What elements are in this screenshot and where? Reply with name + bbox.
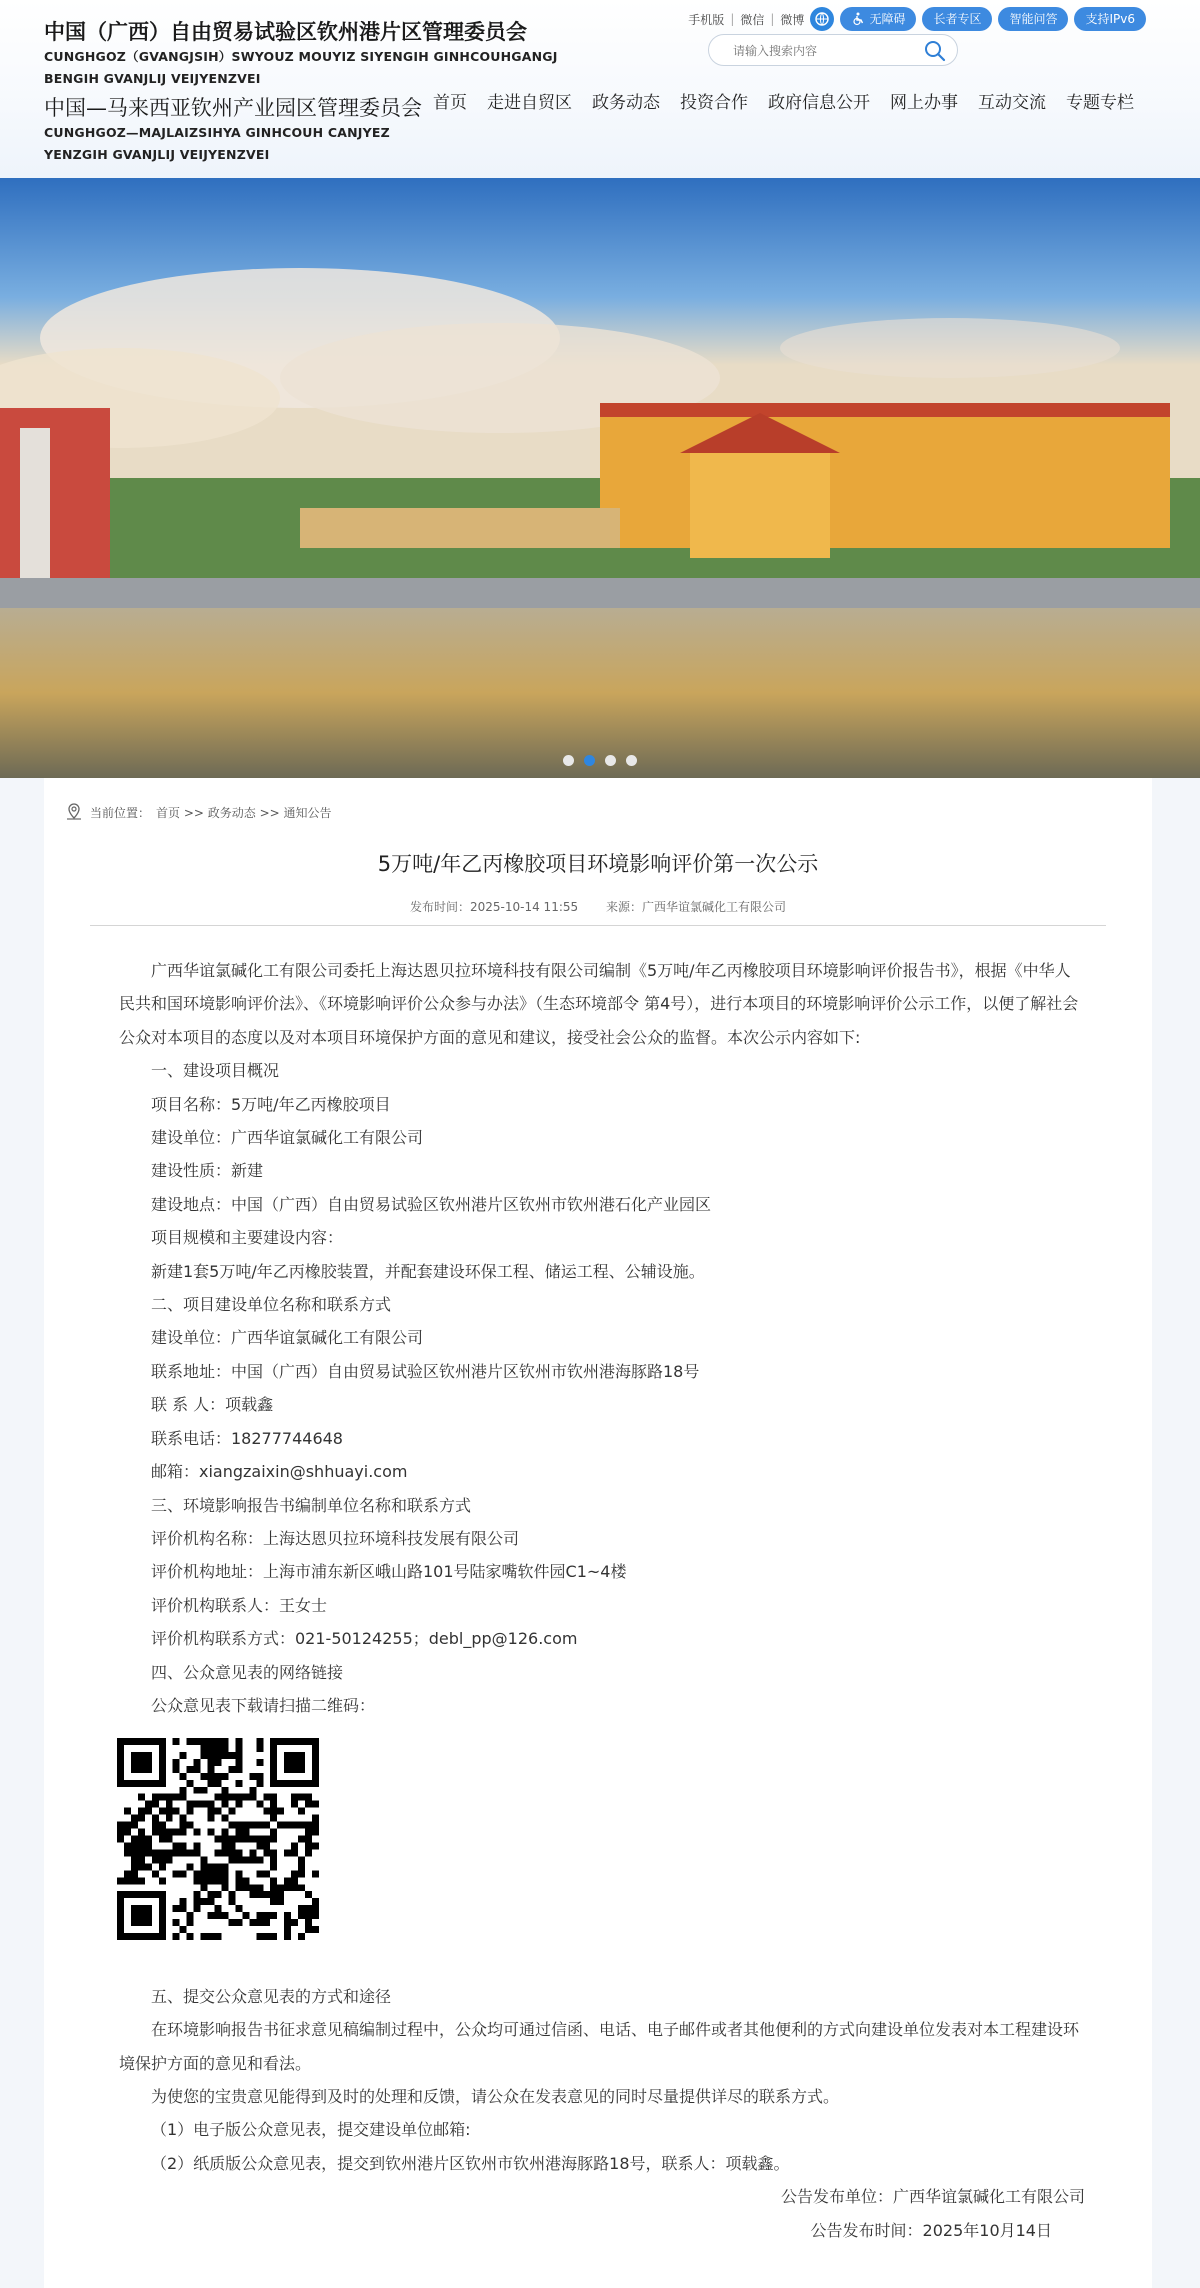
nav-home[interactable]: 首页 bbox=[433, 93, 467, 113]
nav-interaction[interactable]: 互动交流 bbox=[978, 93, 1046, 113]
weibo-link[interactable]: 微博 bbox=[780, 12, 805, 27]
content-line: 联系地址：中国（广西）自由贸易试验区钦州港片区钦州市钦州港海豚路18号 bbox=[151, 1361, 700, 1381]
logo-title-2: 中国—马来西亚钦州产业园区管理委员会 bbox=[44, 96, 422, 120]
article-container bbox=[44, 778, 1152, 2288]
article-source: 来源：广西华谊氯碱化工有限公司 bbox=[605, 900, 786, 914]
content-line: 建设性质：新建 bbox=[151, 1161, 264, 1181]
content-line: 建设单位：广西华谊氯碱化工有限公司 bbox=[151, 1128, 424, 1148]
accessibility-button[interactable] bbox=[840, 7, 916, 31]
content-line: 评价机构联系方式：021-50124255；debl_pp@126.com bbox=[151, 1629, 578, 1649]
submit-item-1: （1）电子版公众意见表，提交建设单位邮箱: bbox=[151, 2120, 471, 2140]
carousel-dots bbox=[0, 755, 1200, 766]
breadcrumb-label: 当前位置： bbox=[90, 805, 151, 820]
content-line: 二、项目建设单位名称和联系方式 bbox=[151, 1295, 392, 1315]
logo-subtitle-1b: BENGIH GVANJLIJ VEIJYENZVEI bbox=[44, 71, 261, 86]
content-line: 建设单位：广西华谊氯碱化工有限公司 bbox=[151, 1328, 424, 1348]
submit-item-2: （2）纸质版公众意见表，提交到钦州港片区钦州市钦州港海豚路18号，联系人：项载鑫。 bbox=[151, 2153, 790, 2173]
carousel-dot-active[interactable] bbox=[584, 755, 595, 766]
content-line: 评价机构名称：上海达恩贝拉环境科技发展有限公司 bbox=[151, 1528, 520, 1548]
nav-news[interactable]: 政务动态 bbox=[592, 93, 660, 113]
content-line: 评价机构联系人：王女士 bbox=[151, 1595, 328, 1615]
breadcrumb bbox=[64, 802, 332, 822]
content-line: 一、建设项目概况 bbox=[151, 1061, 280, 1081]
nav-special-topics[interactable]: 专题专栏 bbox=[1066, 93, 1134, 113]
section-5-paragraph-2: 为使您的宝贵意见能得到及时的处理和反馈，请公众在发表意见的同时尽量提供详尽的联系方式。 bbox=[151, 2086, 840, 2106]
content-line: 四、公众意见表的网络链接 bbox=[151, 1662, 344, 1682]
accessibility-label: 无障碍 bbox=[869, 12, 906, 26]
content-line: 项目名称：5万吨/年乙丙橡胶项目 bbox=[151, 1094, 391, 1114]
location-pin-icon bbox=[64, 802, 84, 822]
section-5-paragraph-1: 在环境影响报告书征求意见稿编制过程中，公众均可通过信函、电话、电子邮件或者其他便利的方式向建设单位发表对本工程建设环境保护方面的意见和看法。 bbox=[119, 2020, 1080, 2073]
nav-gov-info[interactable]: 政府信息公开 bbox=[768, 93, 870, 113]
article-body bbox=[119, 954, 1085, 2247]
search-box bbox=[708, 34, 958, 66]
wheelchair-icon bbox=[851, 12, 865, 26]
carousel-dot[interactable] bbox=[563, 755, 574, 766]
elderly-zone-button[interactable]: 长者专区 bbox=[922, 7, 992, 31]
mobile-link[interactable]: 手机版 bbox=[688, 12, 725, 27]
wechat-link[interactable]: 微信 bbox=[740, 12, 765, 27]
title-divider bbox=[90, 925, 1106, 926]
content-line: 公众意见表下载请扫描二维码： bbox=[151, 1695, 376, 1715]
intro-paragraph: 广西华谊氯碱化工有限公司委托上海达恩贝拉环境科技有限公司编制《5万吨/年乙丙橡胶项目环境影响评价报告书》，根据《中华人民共和国环境影响评价法》、《环境影响评价公众参与办法》（生态环境部令 第4号），进行本项目的环境影响评价公示工作，以便了解社会公众对本项目的态度以及对本项目环境保护方面的意见和建议，接受社会公众的监督。本次公示内容如下: bbox=[119, 961, 1079, 1047]
article-title: 5万吨/年乙丙橡胶项目环境影响评价第一次公示 bbox=[377, 852, 819, 876]
article-meta bbox=[44, 898, 1152, 915]
logo-subtitle-2a: CUNGHGOZ—MAJLAIZSIHYA GINHCOUH CANJYEZ bbox=[44, 125, 390, 140]
search-input[interactable] bbox=[731, 41, 911, 61]
content-line: 联系电话：18277744648 bbox=[151, 1428, 343, 1448]
ipv6-badge: 支持IPv6 bbox=[1074, 7, 1146, 31]
logo-subtitle-1a: CUNGHGOZ（GVANGJSIH）SWYOUZ MOUYIZ SIYENGIH GINHCOUHGANGJ bbox=[44, 49, 558, 64]
main-nav bbox=[423, 90, 1144, 116]
top-links bbox=[688, 7, 1146, 31]
carousel-dot[interactable] bbox=[605, 755, 616, 766]
content-line: 评价机构地址：上海市浦东新区峨山路101号陆家嘴软件园C1~4楼 bbox=[151, 1562, 627, 1582]
section-5-title: 五、提交公众意见表的方式和途径 bbox=[151, 1986, 392, 2006]
logo-subtitle-2b: YENZGIH GVANJLIJ VEIJYENZVEI bbox=[44, 147, 270, 162]
separator: | bbox=[730, 12, 735, 26]
content-lines bbox=[119, 1054, 1085, 1722]
content-line: 项目规模和主要建设内容： bbox=[151, 1228, 344, 1248]
sign-time: 公告发布时间：2025年10月14日 bbox=[810, 2220, 1052, 2240]
carousel-dot[interactable] bbox=[626, 755, 637, 766]
content-line: 新建1套5万吨/年乙丙橡胶装置，并配套建设环保工程、储运工程、公辅设施。 bbox=[151, 1261, 705, 1281]
nav-investment[interactable]: 投资合作 bbox=[680, 93, 748, 113]
nav-about-ftz[interactable]: 走进自贸区 bbox=[487, 93, 572, 113]
qr-code-image bbox=[117, 1738, 319, 1940]
sign-unit: 公告发布单位：广西华谊氯碱化工有限公司 bbox=[780, 2187, 1085, 2207]
publish-time: 发布时间：2025-10-14 11:55 bbox=[410, 900, 579, 914]
banner-image bbox=[0, 178, 1200, 778]
logo-title-1: 中国（广西）自由贸易试验区钦州港片区管理委员会 bbox=[44, 20, 527, 44]
content-line: 建设地点：中国（广西）自由贸易试验区钦州港片区钦州市钦州港石化产业园区 bbox=[151, 1194, 712, 1214]
language-icon[interactable] bbox=[810, 7, 834, 31]
site-header bbox=[0, 0, 1200, 178]
nav-online-services[interactable]: 网上办事 bbox=[890, 93, 958, 113]
content-line: 联 系 人：项载鑫 bbox=[151, 1395, 274, 1415]
breadcrumb-path[interactable]: 首页 >> 政务动态 >> 通知公告 bbox=[156, 805, 332, 820]
search-icon[interactable] bbox=[923, 39, 947, 63]
content-line: 邮箱：xiangzaixin@shhuayi.com bbox=[151, 1462, 408, 1482]
smart-qa-button[interactable]: 智能问答 bbox=[998, 7, 1068, 31]
separator: | bbox=[770, 12, 775, 26]
content-line: 三、环境影响报告书编制单位名称和联系方式 bbox=[151, 1495, 472, 1515]
banner-carousel[interactable] bbox=[0, 178, 1200, 778]
